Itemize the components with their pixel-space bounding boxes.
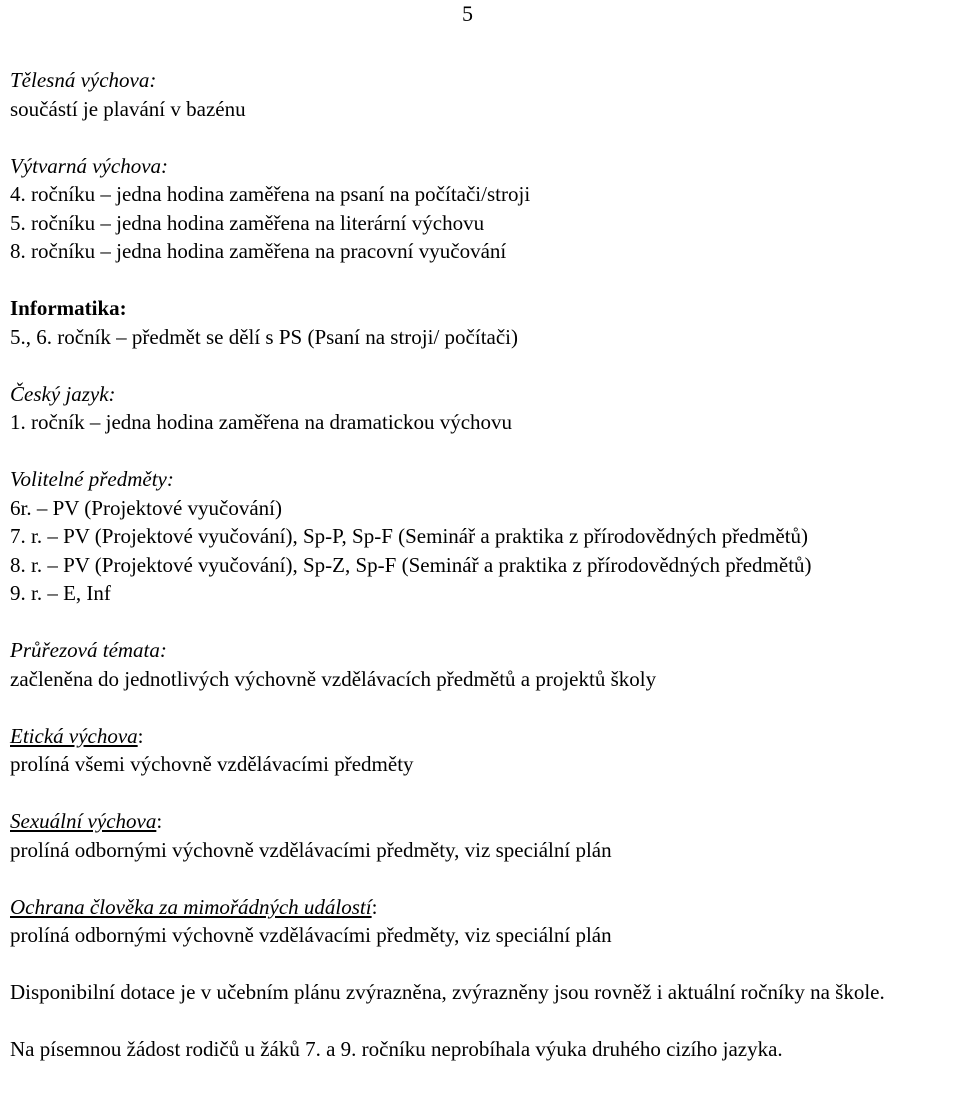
section-prurezova-temata — [10, 636, 942, 693]
section-ochrana-cloveka — [10, 893, 942, 950]
section-line: 8. r. – PV (Projektové vyučování), Sp-Z, Sp-F (Seminář a praktika z přírodovědných předmětů) — [10, 552, 812, 577]
section-heading: Volitelné předměty: — [10, 467, 174, 491]
section-heading: Tělesná výchova: — [10, 68, 157, 92]
section-volitelne-predmety — [10, 465, 942, 608]
section-heading: Průřezová témata: — [10, 638, 167, 662]
paragraph-disponibilni-dotace: Disponibilní dotace je v učebním plánu zvýrazněna, zvýrazněny jsou rovněž i aktuální ročníky na škole. — [10, 980, 885, 1004]
section-line: 5., 6. ročník – předmět se dělí s PS (Psaní na stroji/ počítači) — [10, 324, 518, 349]
section-heading: Etická výchova — [10, 723, 138, 748]
page-number: 5 — [462, 1, 473, 26]
section-eticka-vychova — [10, 722, 942, 779]
section-line: 1. ročník – jedna hodina zaměřena na dramatickou výchovu — [10, 410, 513, 434]
section-informatika — [10, 294, 942, 351]
section-line: prolíná odbornými výchovně vzdělávacími předměty, viz speciální plán — [10, 923, 612, 947]
section-line: prolíná všemi výchovně vzdělávacími předměty — [10, 752, 414, 776]
section-heading: Sexuální výchova — [10, 809, 157, 833]
section-vytvarna-vychova — [10, 152, 942, 266]
heading-colon: : — [371, 894, 378, 919]
section-line: začleněna do jednotlivých výchovně vzdělávacích předmětů a projektů školy — [10, 666, 657, 691]
paragraph-zadost-rodicu: Na písemnou žádost rodičů u žáků 7. a 9. ročníku neprobíhala výuka druhého cizího jazyka. — [10, 1037, 783, 1061]
section-line: 9. r. – E, Inf — [10, 581, 111, 605]
section-line: 8. ročníku – jedna hodina zaměřena na pracovní vyučování — [10, 239, 507, 263]
section-line: 7. r. – PV (Projektové vyučování), Sp-P, Sp-F (Seminář a praktika z přírodovědných předmětů) — [10, 524, 809, 548]
document-body — [10, 66, 942, 1064]
section-heading: Informatika: — [10, 296, 127, 320]
section-heading: Výtvarná výchova: — [10, 153, 169, 178]
section-heading: Český jazyk: — [10, 381, 116, 406]
section-sexualni-vychova — [10, 807, 942, 864]
heading-colon: : — [156, 809, 163, 833]
section-line: 5. ročníku – jedna hodina zaměřena na literární výchovu — [10, 210, 485, 235]
section-line: součástí je plavání v bazénu — [10, 96, 246, 121]
section-telesna-vychova — [10, 66, 942, 123]
section-line: prolíná odbornými výchovně vzdělávacími předměty, viz speciální plán — [10, 837, 612, 862]
section-line: 4. ročníku – jedna hodina zaměřena na psaní na počítači/stroji — [10, 182, 531, 206]
section-line: 6r. – PV (Projektové vyučování) — [10, 495, 282, 520]
section-heading: Ochrana člověka za mimořádných událostí — [10, 894, 372, 919]
heading-colon: : — [137, 723, 144, 748]
section-cesky-jazyk — [10, 380, 942, 437]
